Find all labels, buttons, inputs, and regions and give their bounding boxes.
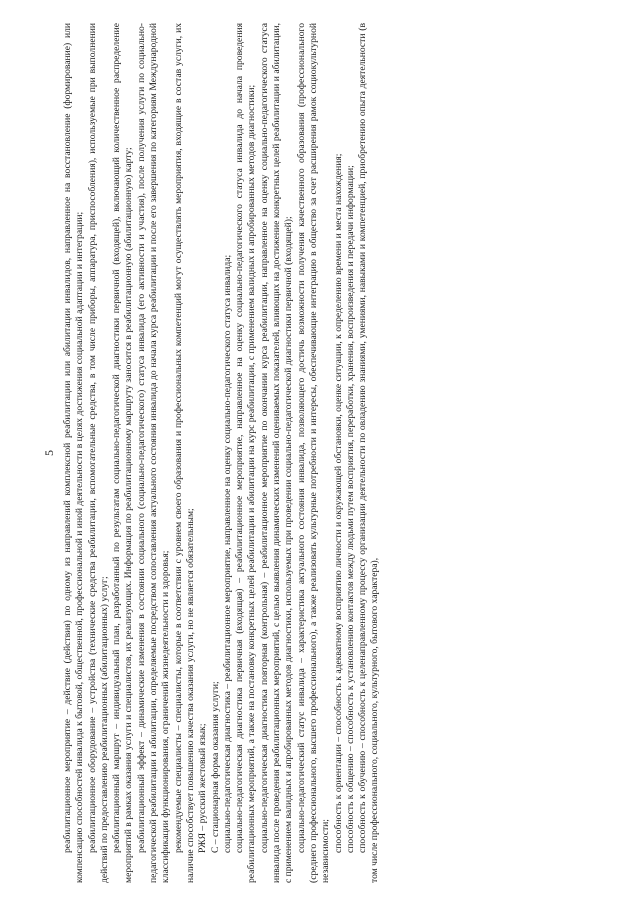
definition-paragraph: реабилитационное мероприятие – действие (действия) по одному из направлений комплексной реабилитации или абилитации инвалидов, направленное на восстановление (формирование) или компенсацию способностей инвалида к бытовой, общественной, профессиональной и иной деятельности в целях достижения социальной адаптации и интеграции;: [62, 22, 86, 883]
definition-paragraph: С – стационарная форма оказания услуги;: [209, 680, 221, 853]
definition-paragraph: способность к ориентации – способность к адекватному восприятию личности и окружающей обстановки, оценке ситуации, к определению времени и места нахождения;: [332, 153, 344, 853]
page-number: 5: [42, 449, 56, 456]
definition-paragraph: социально-педагогическая диагностика – реабилитационное мероприятие, направленное на оценку социально-педагогического статуса инвалида;: [221, 254, 233, 853]
definition-paragraph: способность к обучению – способность к целенаправленному процессу организации деятельности по овладению знаниями, умениями, навыками и компетенцией, приобретению опыта деятельности (в том числе профессионального, социального, культурного, бытового характера),: [357, 22, 381, 883]
definition-paragraph: реабилитационное оборудование – устройства (технические средства реабилитации, вспомогательные средства, в том числе приборы, аппаратура, приспособления), используемые при выполнении действий по предоставлению реабилитационных (абилитационных) услуг;: [86, 22, 110, 883]
definition-paragraph: реабилитационный маршрут – индивидуальный план, разработанный по результатам социально-педагогической диагностики первичной (входящей), включающий количественное распределение мероприятий в рамках оказания услуги и специалистов, их реализующих. Информация по реабилитационному маршруту заносится в реабилитационную (абилитационную) карту;: [111, 22, 135, 883]
definition-paragraph: рекомендуемые специалисты – специалисты, которые в соответствии с уровнем своего образования и профессиональных компетенций могут осуществлять мероприятия, входящие в состав услуги, их наличие способствует повышению качества оказания услуги, но не является обязательным;: [172, 22, 196, 883]
definition-paragraph: социально-педагогическая диагностика повторная (контрольная) – реабилитационное мероприятие по окончании курса реабилитации, направленное на оценку социально-педагогического статуса инвалида после проведения реабилитационных мероприятий, с целью выявления динамических изменений оцениваемых показателей, влияющих на достижение конкретных целей реабилитации и абилитации, с применением валидных и апробированных методов диагностики, используемых при проведении социально-педагогической диагностики первичной (входящей);: [258, 22, 295, 883]
rotated-text-block: [40, 23, 600, 883]
definition-paragraph: способность к общению – способность к установлению контактов между людьми путем восприятия, переработки, хранения, воспроизведения и передачи информации;: [344, 164, 356, 853]
definition-paragraph: РЖЯ – русский жестовый язык;: [197, 722, 209, 853]
definition-paragraph: реабилитационный эффект – динамические изменения в состоянии социального (социально-педагогического) статуса инвалида (его активности и участия), после получения услуги по социально-педагогической реабилитации и абилитации, определяемые посредством сопоставления актуального состояния инвалида до начала курса реабилитации и после его завершения по категориям Международной классификации функционирования, ограничений жизнедеятельности и здоровья;: [135, 22, 172, 883]
definition-paragraph: социально-педагогическая диагностика первичная (входящая) – реабилитационное мероприятие, направленное на оценку социально-педагогического статуса инвалида до начала проведения реабилитационных мероприятий, а также на постановку конкретных целей реабилитации и абилитации на курс реабилитации, с применением валидных и апробированных методов диагностики;: [234, 22, 258, 883]
definition-paragraph: социально-педагогический статус инвалида – характеристика актуального состояния инвалида, позволяющего достичь возможности получения качественного образования (профессионального (среднего профессионального, высшего профессионального), а также реализовать культурные потребности и интересы, обеспечивающие интеграцию в общество за счет расширения рамок социокультурной независимости;: [295, 22, 332, 883]
